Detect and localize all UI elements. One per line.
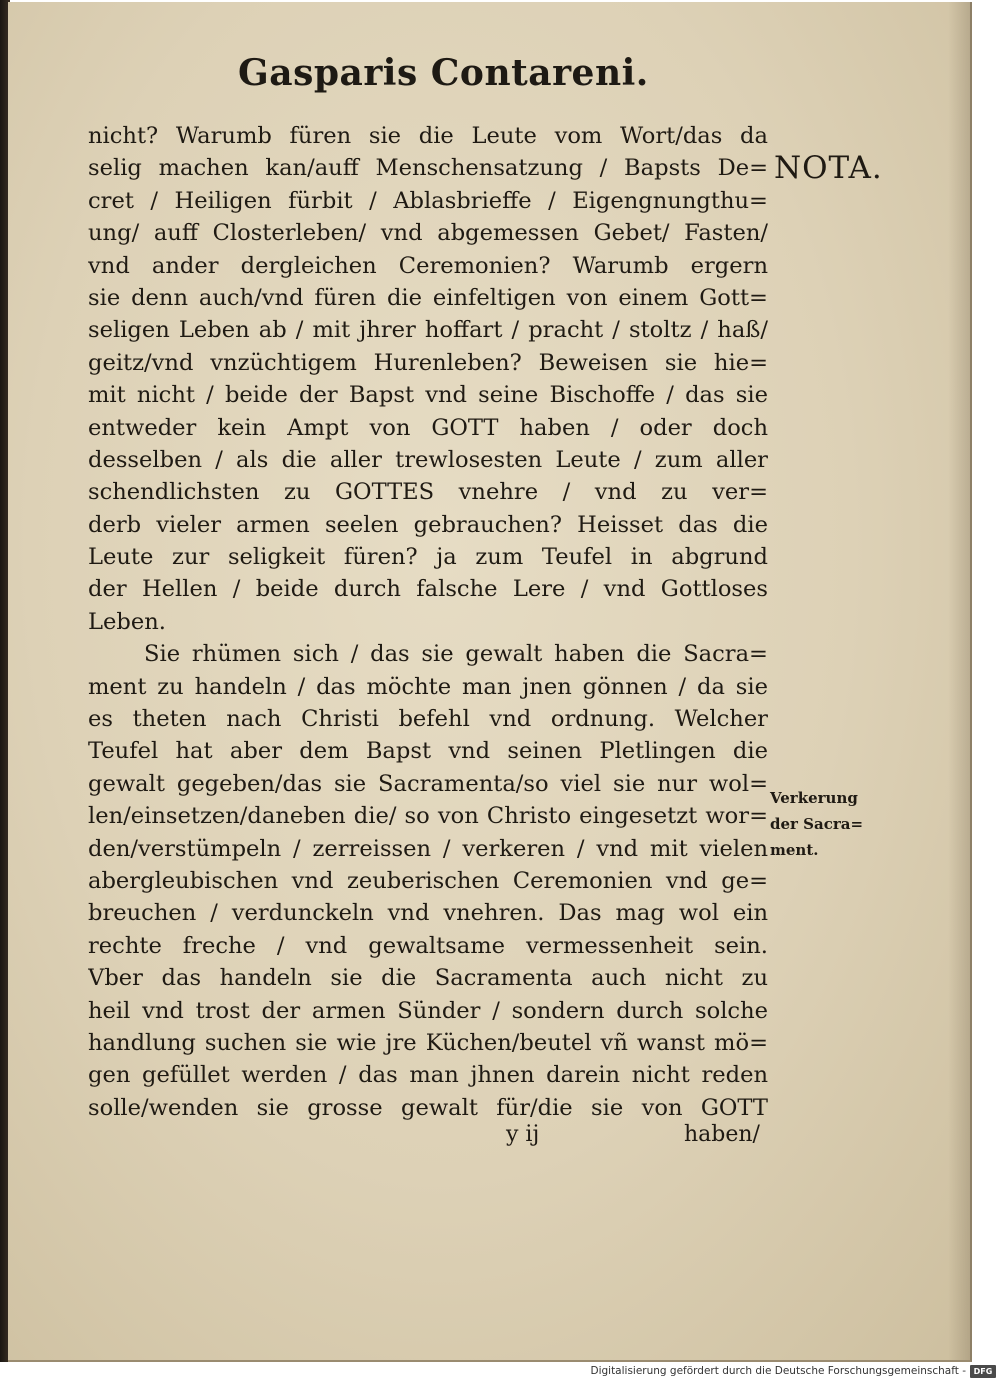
text-line-11: desselben / als die aller trewlosesten Leute / zum aller [88, 446, 768, 473]
text-line-10: entweder kein Ampt von GOTT haben / oder doch [88, 414, 768, 441]
text-line-16: Leben. [88, 608, 166, 635]
running-title: Gasparis Contareni. [238, 52, 649, 94]
text-line-3: cret / Heiligen fürbit / Ablasbrieffe / Eigengnungthu= [88, 187, 768, 214]
margin-note-verkerung [770, 785, 910, 863]
margin-note-line-2: der Sacra= [770, 815, 864, 833]
text-line-5: vnd ander dergleichen Ceremonien? Warumb ergern [88, 252, 768, 279]
margin-note-nota: NOTA. [774, 150, 883, 186]
dfg-logo-icon: DFG [970, 1365, 996, 1378]
text-line-18: ment zu handeln / das möchte man jnen gönnen / da sie [88, 673, 768, 700]
text-line-2: selig machen kan/auff Menschensatzung / Bapsts De= [88, 155, 768, 182]
text-line-26: rechte freche / vnd gewaltsame vermessenheit sein. [88, 932, 768, 959]
text-line-31: solle/wenden sie grosse gewalt für/die sie von GOTT [88, 1094, 768, 1121]
text-line-24: abergleubischen vnd zeuberischen Ceremonien vnd ge= [88, 867, 768, 894]
text-line-1: nicht? Warumb füren sie die Leute vom Wort/das da [88, 123, 768, 149]
signature-mark: y ij [506, 1122, 540, 1147]
margin-note-line-3: ment. [770, 841, 819, 859]
text-line-25: breuchen / verdunckeln vnd vnehren. Das mag wol ein [88, 900, 768, 927]
text-line-28: heil vnd trost der armen Sünder / sondern durch solche [88, 997, 768, 1024]
text-line-22: len/einsetzen/daneben die/ so von Christo eingesetzt wor= [88, 803, 768, 830]
text-line-20: Teufel hat aber dem Bapst vnd seinen Pletlingen die [88, 738, 768, 765]
text-line-14: Leute zur seligkeit füren? ja zum Teufel in abgrund [88, 544, 768, 571]
text-line-29: handlung suchen sie wie jre Küchen/beutel vñ wanst mö= [88, 1029, 768, 1056]
text-line-21: gewalt gegeben/das sie Sacramenta/so viel sie nur wol= [88, 770, 768, 797]
text-line-13: derb vieler armen seelen gebrauchen? Heisset das die [88, 511, 768, 538]
page-body-text [88, 120, 768, 1124]
text-line-4: ung/ auff Closterleben/ vnd abgemessen Gebet/ Fasten/ [88, 220, 768, 247]
text-line-15: der Hellen / beide durch falsche Lere / vnd Gottloses [88, 576, 768, 603]
text-line-7: seligen Leben ab / mit jhrer hoffart / pracht / stoltz / haß/ [88, 317, 768, 344]
text-line-8: geitz/vnd vnzüchtigem Hurenleben? Beweisen sie hie= [88, 349, 768, 376]
text-line-27: Vber das handeln sie die Sacramenta auch nicht zu [88, 965, 768, 992]
text-line-17: Sie rhümen sich / das sie gewalt haben die Sacra= [144, 641, 768, 668]
text-line-12: schendlichsten zu GOTTES vnehre / vnd zu ver= [88, 479, 768, 506]
margin-note-line-1: Verkerung [770, 789, 858, 807]
digitization-footer [0, 1362, 1000, 1382]
text-line-9: mit nicht / beide der Bapst vnd seine Bischoffe / das sie [88, 382, 768, 409]
text-line-6: sie denn auch/vnd füren die einfeltigen von einem Gott= [88, 284, 768, 311]
text-line-30: gen gefüllet werden / das man jhnen darein nicht reden [88, 1062, 768, 1089]
funding-credit: Digitalisierung gefördert durch die Deutsche Forschungsgemeinschaft - [590, 1365, 966, 1377]
catchword: haben/ [684, 1122, 760, 1147]
text-line-19: es theten nach Christi befehl vnd ordnung. Welcher [88, 706, 768, 733]
text-line-23: den/verstümpeln / zerreissen / verkeren / vnd mit vielen [88, 835, 768, 862]
